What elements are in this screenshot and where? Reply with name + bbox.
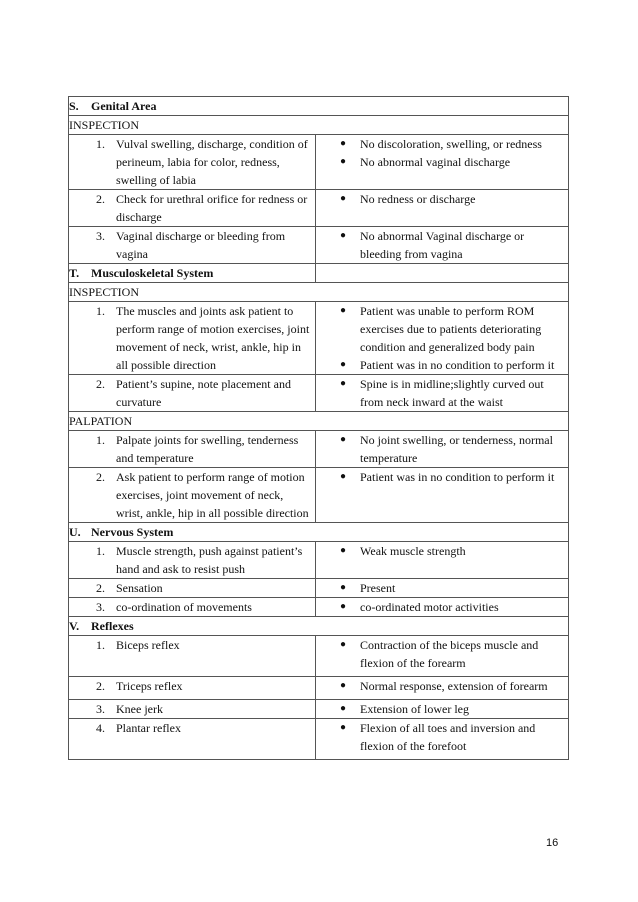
bullet-icon: ● — [340, 639, 347, 650]
table-row — [69, 677, 569, 700]
findings-cell — [316, 227, 569, 264]
finding-item: ● Normal response, extension of forearm — [340, 679, 548, 693]
bullet-icon: ● — [340, 378, 347, 389]
table-row — [69, 468, 569, 523]
subheading-row — [69, 283, 569, 302]
finding-item: ● No joint swelling, or tenderness, normal temperature — [340, 433, 553, 465]
table-row — [69, 700, 569, 719]
page-number: 16 — [546, 837, 559, 849]
section-header-row — [69, 523, 569, 542]
finding-item: ● Weak muscle strength — [340, 544, 466, 558]
finding-item: ● Flexion of all toes and inversion and flexion of the forefoot — [340, 721, 536, 753]
section-title: V. Reflexes — [69, 617, 569, 636]
bullet-icon: ● — [340, 359, 347, 370]
bullet-icon: ● — [340, 545, 347, 556]
finding-item: ● No discoloration, swelling, or redness — [340, 137, 542, 151]
findings-cell — [316, 190, 569, 227]
table-row — [69, 431, 569, 468]
section-title: T. Musculoskeletal System — [69, 264, 316, 283]
item-cell: 2. Ask patient to perform range of motion exercises, joint movement of neck, wrist, ankle, hip in all possible direction — [69, 468, 316, 523]
item-cell: 1. Muscle strength, push against patient’s hand and ask to resist push — [69, 542, 316, 579]
item-cell: 2. Check for urethral orifice for redness or discharge — [69, 190, 316, 227]
table-row — [69, 636, 569, 677]
subheading-row — [69, 116, 569, 135]
section-header-row — [69, 264, 569, 283]
subheading-inspection: INSPECTION — [69, 283, 569, 302]
bullet-icon: ● — [340, 305, 347, 316]
bullet-icon: ● — [340, 230, 347, 241]
item-cell: 1. Vulval swelling, discharge, condition of perineum, labia for color, redness, swelling of labia — [69, 135, 316, 190]
item-cell: 4. Plantar reflex — [69, 719, 316, 760]
section-title: U. Nervous System — [69, 523, 569, 542]
finding-item: ● Contraction of the biceps muscle and flexion of the forearm — [340, 638, 539, 670]
findings-cell — [316, 302, 569, 375]
finding-item: ● Patient was in no condition to perform it — [340, 470, 555, 484]
item-cell: 2. Sensation — [69, 579, 316, 598]
assessment-table — [68, 96, 569, 760]
findings-cell — [316, 375, 569, 412]
bullet-icon: ● — [340, 471, 347, 482]
table-row — [69, 719, 569, 760]
section-title: S. Genital Area — [69, 97, 569, 116]
findings-cell — [316, 719, 569, 760]
finding-item: ● No abnormal vaginal discharge — [340, 155, 511, 169]
finding-item: ● No redness or discharge — [340, 192, 476, 206]
finding-item: ● Patient was unable to perform ROM exercises due to patients deteriorating condition and generalized body pain — [340, 304, 542, 354]
section-header-row — [69, 97, 569, 116]
table-row — [69, 375, 569, 412]
bullet-icon: ● — [340, 138, 347, 149]
findings-cell — [316, 677, 569, 700]
table-row — [69, 579, 569, 598]
findings-cell — [316, 542, 569, 579]
bullet-icon: ● — [340, 703, 347, 714]
item-cell: 2. Patient’s supine, note placement and curvature — [69, 375, 316, 412]
table-row — [69, 190, 569, 227]
item-cell: 1. Biceps reflex — [69, 636, 316, 677]
finding-item: ● Present — [340, 581, 396, 595]
finding-item: ● Patient was in no condition to perform it — [340, 358, 555, 372]
findings-cell — [316, 598, 569, 617]
bullet-icon: ● — [340, 434, 347, 445]
item-cell: 1. The muscles and joints ask patient to perform range of motion exercises, joint movement of neck, wrist, ankle, hip in all possible direction — [69, 302, 316, 375]
item-cell: 2. Triceps reflex — [69, 677, 316, 700]
empty-cell — [316, 264, 569, 283]
table-row — [69, 542, 569, 579]
findings-cell — [316, 468, 569, 523]
table-row — [69, 302, 569, 375]
bullet-icon: ● — [340, 601, 347, 612]
findings-cell — [316, 431, 569, 468]
item-cell: 3. Knee jerk — [69, 700, 316, 719]
finding-item: ● Spine is in midline;slightly curved out from neck inward at the waist — [340, 377, 544, 409]
bullet-icon: ● — [340, 722, 347, 733]
findings-cell — [316, 700, 569, 719]
finding-item: ● co-ordinated motor activities — [340, 600, 499, 614]
bullet-icon: ● — [340, 582, 347, 593]
subheading-palpation: PALPATION — [69, 412, 569, 431]
subheading-row — [69, 412, 569, 431]
finding-item: ● No abnormal Vaginal discharge or bleeding from vagina — [340, 229, 525, 261]
table-row — [69, 598, 569, 617]
bullet-icon: ● — [340, 156, 347, 167]
table-row — [69, 227, 569, 264]
findings-cell — [316, 135, 569, 190]
finding-item: ● Extension of lower leg — [340, 702, 469, 716]
subheading-inspection: INSPECTION — [69, 116, 569, 135]
item-cell: 3. co-ordination of movements — [69, 598, 316, 617]
bullet-icon: ● — [340, 193, 347, 204]
findings-cell — [316, 636, 569, 677]
findings-cell — [316, 579, 569, 598]
item-cell: 3. Vaginal discharge or bleeding from vagina — [69, 227, 316, 264]
table-row — [69, 135, 569, 190]
section-header-row — [69, 617, 569, 636]
item-cell: 1. Palpate joints for swelling, tenderness and temperature — [69, 431, 316, 468]
bullet-icon: ● — [340, 680, 347, 691]
